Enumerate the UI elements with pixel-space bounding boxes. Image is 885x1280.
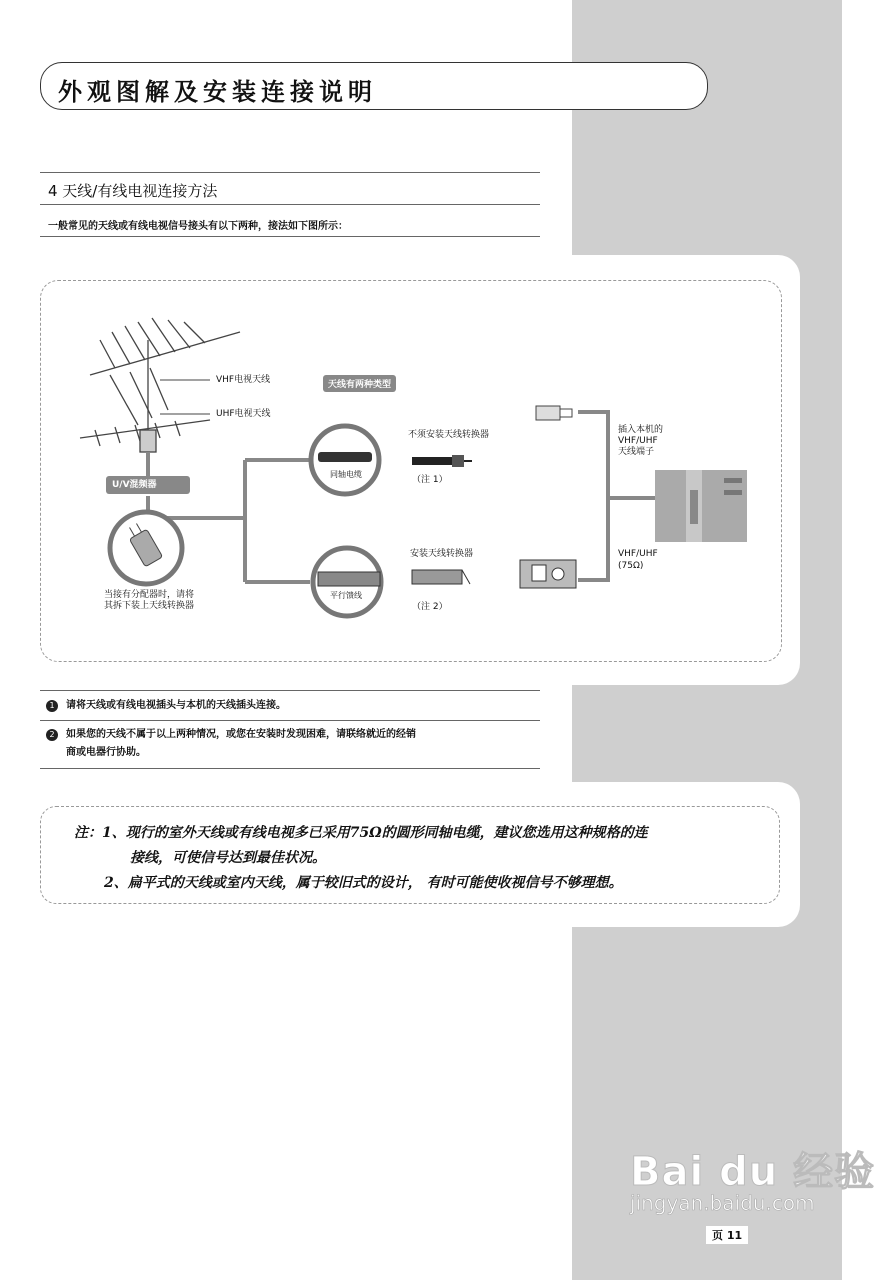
divider [40, 690, 540, 691]
note-2-ref: （注 2） [412, 602, 448, 612]
plug-tip-icon [536, 406, 572, 420]
vhf-uhf-label-2: (75Ω) [618, 561, 644, 571]
coax-plug-small-icon [412, 455, 472, 467]
flat-cable-icon [318, 572, 380, 586]
with-converter-label: 安装天线转换器 [410, 549, 474, 559]
divider [40, 768, 540, 769]
divider [40, 172, 540, 173]
watermark-sub: jingyan.baidu.com [630, 1191, 815, 1215]
instruction-1: 请将天线或有线电视插头与本机的天线插头连接。 [66, 700, 286, 711]
flat-cable-small-icon [412, 570, 470, 584]
input-terminal-label-2: VHF/UHF [618, 436, 658, 446]
input-terminal-label-3: 天线端子 [618, 447, 655, 457]
input-terminal-label-1: 插入本机的 [618, 425, 664, 435]
page-number: 页 11 [706, 1226, 748, 1244]
antenna-converter-icon [520, 560, 576, 588]
flat-feeder-label: 平行馈线 [330, 591, 362, 600]
uv-mixer-label: U/V混频器 [112, 480, 157, 490]
mixer-note-line-1: 当接有分配器时，请将 [104, 590, 195, 600]
antenna-icon [80, 318, 240, 480]
coax-plug-icon [318, 452, 372, 462]
uhf-antenna-label: UHF电视天线 [216, 409, 271, 419]
instruction-2-line-1: 如果您的天线不属于以上两种情况，或您在安装时发现困难，请联络就近的经销 [66, 729, 416, 740]
mixer-note-line-2: 其拆下装上天线转换器 [104, 601, 195, 611]
connector-lines [148, 412, 655, 582]
coax-cable-label: 同轴电缆 [330, 470, 362, 479]
vhf-antenna-label: VHF电视天线 [216, 375, 271, 385]
watermark-main: Bai du 经验 [630, 1149, 876, 1195]
divider [40, 236, 540, 237]
bullet-marker-2: 2 [46, 729, 58, 741]
antenna-types-tag: 天线有两种类型 [323, 375, 396, 392]
note-line-3: 2、扁平式的天线或室内天线，属于较旧式的设计， 有时可能使收视信号不够理想。 [104, 875, 623, 891]
note-line-1: 注：1、现行的室外天线或有线电视多已采用75Ω的圆形同轴电缆，建议您选用这种规格的连 [74, 825, 648, 841]
tv-terminal-panel-icon [655, 470, 747, 542]
note-line-2: 接线，可使信号达到最佳状况。 [130, 850, 326, 866]
baidu-watermark [630, 1140, 875, 1215]
intro-text: 一般常见的天线或有线电视信号接头有以下两种，接法如下图所示： [48, 221, 348, 232]
divider [40, 720, 540, 721]
page-title: 外观图解及安装连接说明 [58, 77, 377, 106]
bullet-marker-1: 1 [46, 700, 58, 712]
note-1-ref: （注 1） [412, 475, 448, 485]
instruction-2-line-2: 商或电器行协助。 [66, 747, 146, 758]
divider [40, 204, 540, 205]
no-converter-label: 不须安装天线转换器 [408, 430, 490, 440]
vhf-uhf-label-1: VHF/UHF [618, 549, 658, 559]
section-heading: 4 天线/有线电视连接方法 [48, 182, 218, 200]
